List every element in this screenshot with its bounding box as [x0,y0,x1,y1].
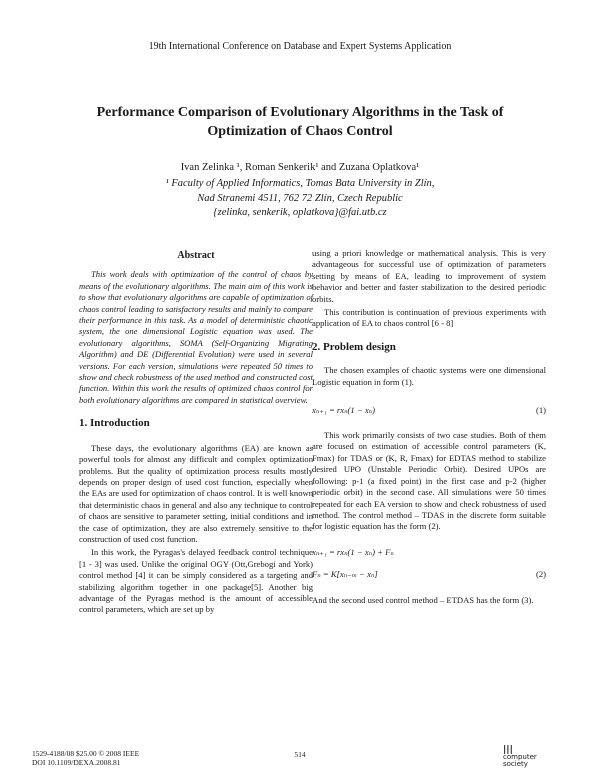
title-line-1: Performance Comparison of Evolutionary Algorithms in the Task of [96,105,504,120]
left-column [79,250,313,616]
page-number: 514 [294,750,306,759]
affiliation-line-2: Nad Stranemi 4511, 762 72 Zlín, Czech Republic [197,192,403,204]
equation-2-line-2: Fₙ = K[xₙ₋ₘ − xₙ] [312,568,378,579]
affiliation [0,177,600,221]
abstract-text: This work deals with optimization of the control of chaos by means of the evolutionary algorithms. The main aim of this work is to show that evolutionary algorithms are capable of optimization of chaos control leading to satisfactory results and mainly to compare their performance in this task. As a model of deterministic chaotic system, the one dimensional Logistic equation was used. The evolutionary algorithms, SOMA (Self-Organizing Migrating Algorithm) and DE (Differential Evolution) were used in several versions. For each version, simulations were repeated 50 times to show and check robustness of the used method and constructed cost function. Within this work the results of optimized chaos control for both evolutionary algorithms are compared in statistical overview. [79,269,313,405]
footer-doi: DOI 10.1109/DEXA.2008.81 [32,758,121,767]
intro-paragraph-3: using a priori knowledge or mathematical analysis. This is very advantageous for successful use of optimization of parameters setting by means of EA, leading to improvement of system behavior and better and faster stabilization to the desired periodic orbits. [312,248,546,304]
equation-1-number: (1) [535,405,546,416]
problem-paragraph-3: And the second used control method – ETDAS has the form (3). [312,594,534,605]
right-column [312,248,546,606]
author-email: {zelinka, senkerik, oplatkova}@fai.utb.cz [213,207,387,218]
problem-paragraph-1: The chosen examples of chaotic systems were one dimensional Logistic equation in form (1). [312,365,546,387]
problem-paragraph-2: This work primarily consists of two case studies. Both of them are focused on estimation of accessible control parameters (K, Fmax) for TDAS or (K, R, Fmax) for EDTAS method to stabilize desired UPO (Unstable Periodic Orbit). Desired UPOs are following: p-1 (a fixed point) in the first case and p-2 (higher periodic orbit) in the second case. All simulations were 50 times repeated for each EA version to show and check robustness of used method. The control method – TDAS in the discrete form suitable for logistic equation has the form (2). [312,430,546,532]
equation-2-line-1: xₙ₊₁ = rxₙ(1 − xₙ) + Fₙ [312,546,394,557]
logo-mark-icon: ||| [503,745,513,755]
title-line-2: Optimization of Chaos Control [207,124,393,139]
equation-1-body: xₙ₊₁ = rxₙ(1 − xₙ) [312,405,375,416]
intro-paragraph-1: These days, the evolutionary algorithms (EA) are known as powerful tools for almost any difficult and complex optimization problems. But the quality of optimization process results mostly depends on proper design of used cost function, especially when the EAs are used for optimization of chaos control. It is well known that deterministic chaos in general and also any technique to control of chaos are sensitive to parameter setting, initial conditions and in the case of optimization, they are also extremely sensitive to the construction of used cost function. [79,442,313,544]
logo-text-2: society [503,760,528,768]
problem-heading: 2. Problem design [312,340,396,353]
equation-1 [312,394,546,428]
equation-2 [312,539,546,591]
computer-society-logo [503,747,563,769]
footer-issn: 1529-4188/08 $25.00 © 2008 IEEE [32,749,140,758]
abstract-heading: Abstract [177,250,215,261]
author-list: Ivan Zelinka ¹, Roman Senkerik¹ and Zuzana Oplatkova¹ [180,162,420,173]
conference-header: 19th International Conference on Database and Expert Systems Application [148,41,452,52]
intro-heading: 1. Introduction [79,417,150,430]
intro-paragraph-4: This contribution is continuation of previous experiments with application of EA to chaos control [6 - 8] [312,307,546,329]
equation-2-number: (2) [535,568,546,579]
affiliation-line-1: ¹ Faculty of Applied Informatics, Tomas Bata University in Zlín, [165,178,435,189]
paper-title [40,103,560,141]
logo-text-1: computer [503,753,537,761]
intro-paragraph-2: In this work, the Pyragas's delayed feedback control technique [1 - 3] was used. Unlike the original OGY (Ott,Grebogi and York) control method [4] it can be simply considered as a targeting and stabilizing algorithm together in one package[5]. Another big advantage of the Pyragas method is the amount of accessible control parameters, which are set up by [79,547,313,615]
